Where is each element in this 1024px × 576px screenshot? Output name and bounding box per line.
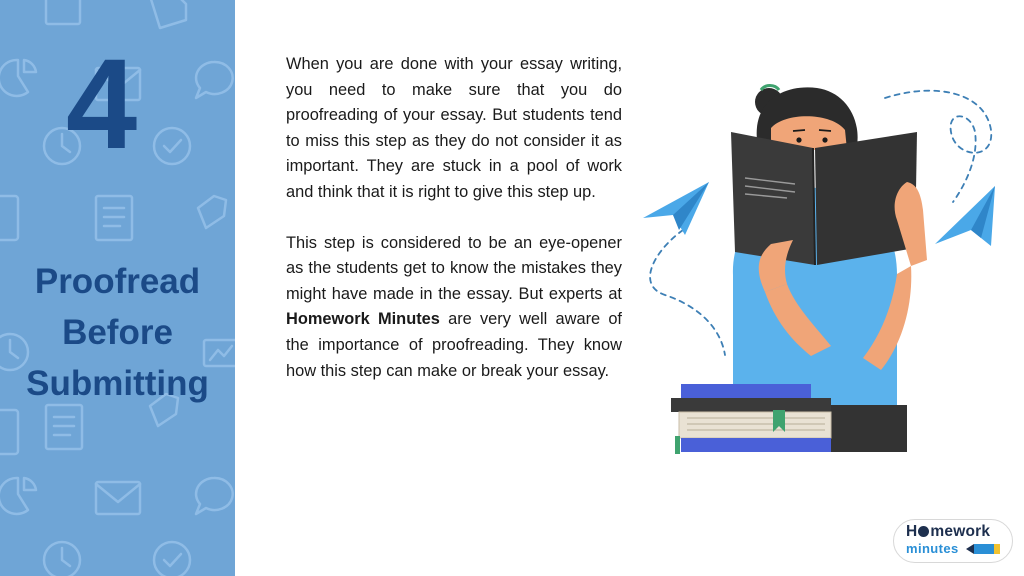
pencil-icon: [966, 543, 1002, 555]
paragraph-intro: When you are done with your essay writing, you need to make sure that you do proofreading of your essay. But students tend to miss this step as they do not consider it as important. They are stuck in a pool of work and think that it is right to give this step up.: [286, 55, 622, 201]
paragraph-experts: [286, 231, 622, 385]
chat-bubble-icon: [196, 62, 233, 98]
check-circle-icon: [154, 542, 190, 576]
logo-line-1: H mework: [906, 523, 991, 540]
paragraph-text: This step is considered to be an eye-opener as the students get to know the mistakes they might have made in the essay. But experts at: [286, 233, 622, 303]
flight-path-left: [650, 230, 725, 355]
right-hand: [895, 182, 927, 266]
paragraph-text: are very well aware of the importance of proofreading. They know how this step can make or break your essay.: [286, 310, 622, 380]
step-number: 4: [66, 33, 134, 176]
step-title-line: Proofread: [34, 262, 201, 301]
tag-icon: [150, 0, 186, 28]
sidebar-panel: [0, 0, 235, 576]
step-title: [0, 256, 235, 409]
logo-clock-icon: [918, 526, 929, 537]
logo-line-2: minutes: [906, 541, 959, 556]
step-title-line: Submitting: [26, 364, 209, 403]
tablet-icon: [0, 410, 18, 454]
step-title-line: Before: [62, 313, 173, 352]
book-stack-bottom: [681, 438, 831, 452]
document-icon: [46, 0, 80, 24]
homework-minutes-logo: [893, 519, 1013, 563]
envelope-icon: [96, 482, 140, 514]
book-stack-top: [681, 384, 811, 398]
pants: [830, 405, 907, 452]
tag-icon: [198, 196, 226, 228]
body-text: [286, 52, 622, 384]
brand-name: Homework Minutes: [286, 310, 440, 329]
paper-plane-left: [643, 182, 709, 235]
book-stack-pages: [679, 412, 831, 438]
tablet-icon: [0, 196, 18, 240]
book-stack-dark: [671, 398, 831, 412]
girl-reading-book-icon: [635, 70, 1005, 465]
chat-bubble-icon: [196, 478, 233, 514]
